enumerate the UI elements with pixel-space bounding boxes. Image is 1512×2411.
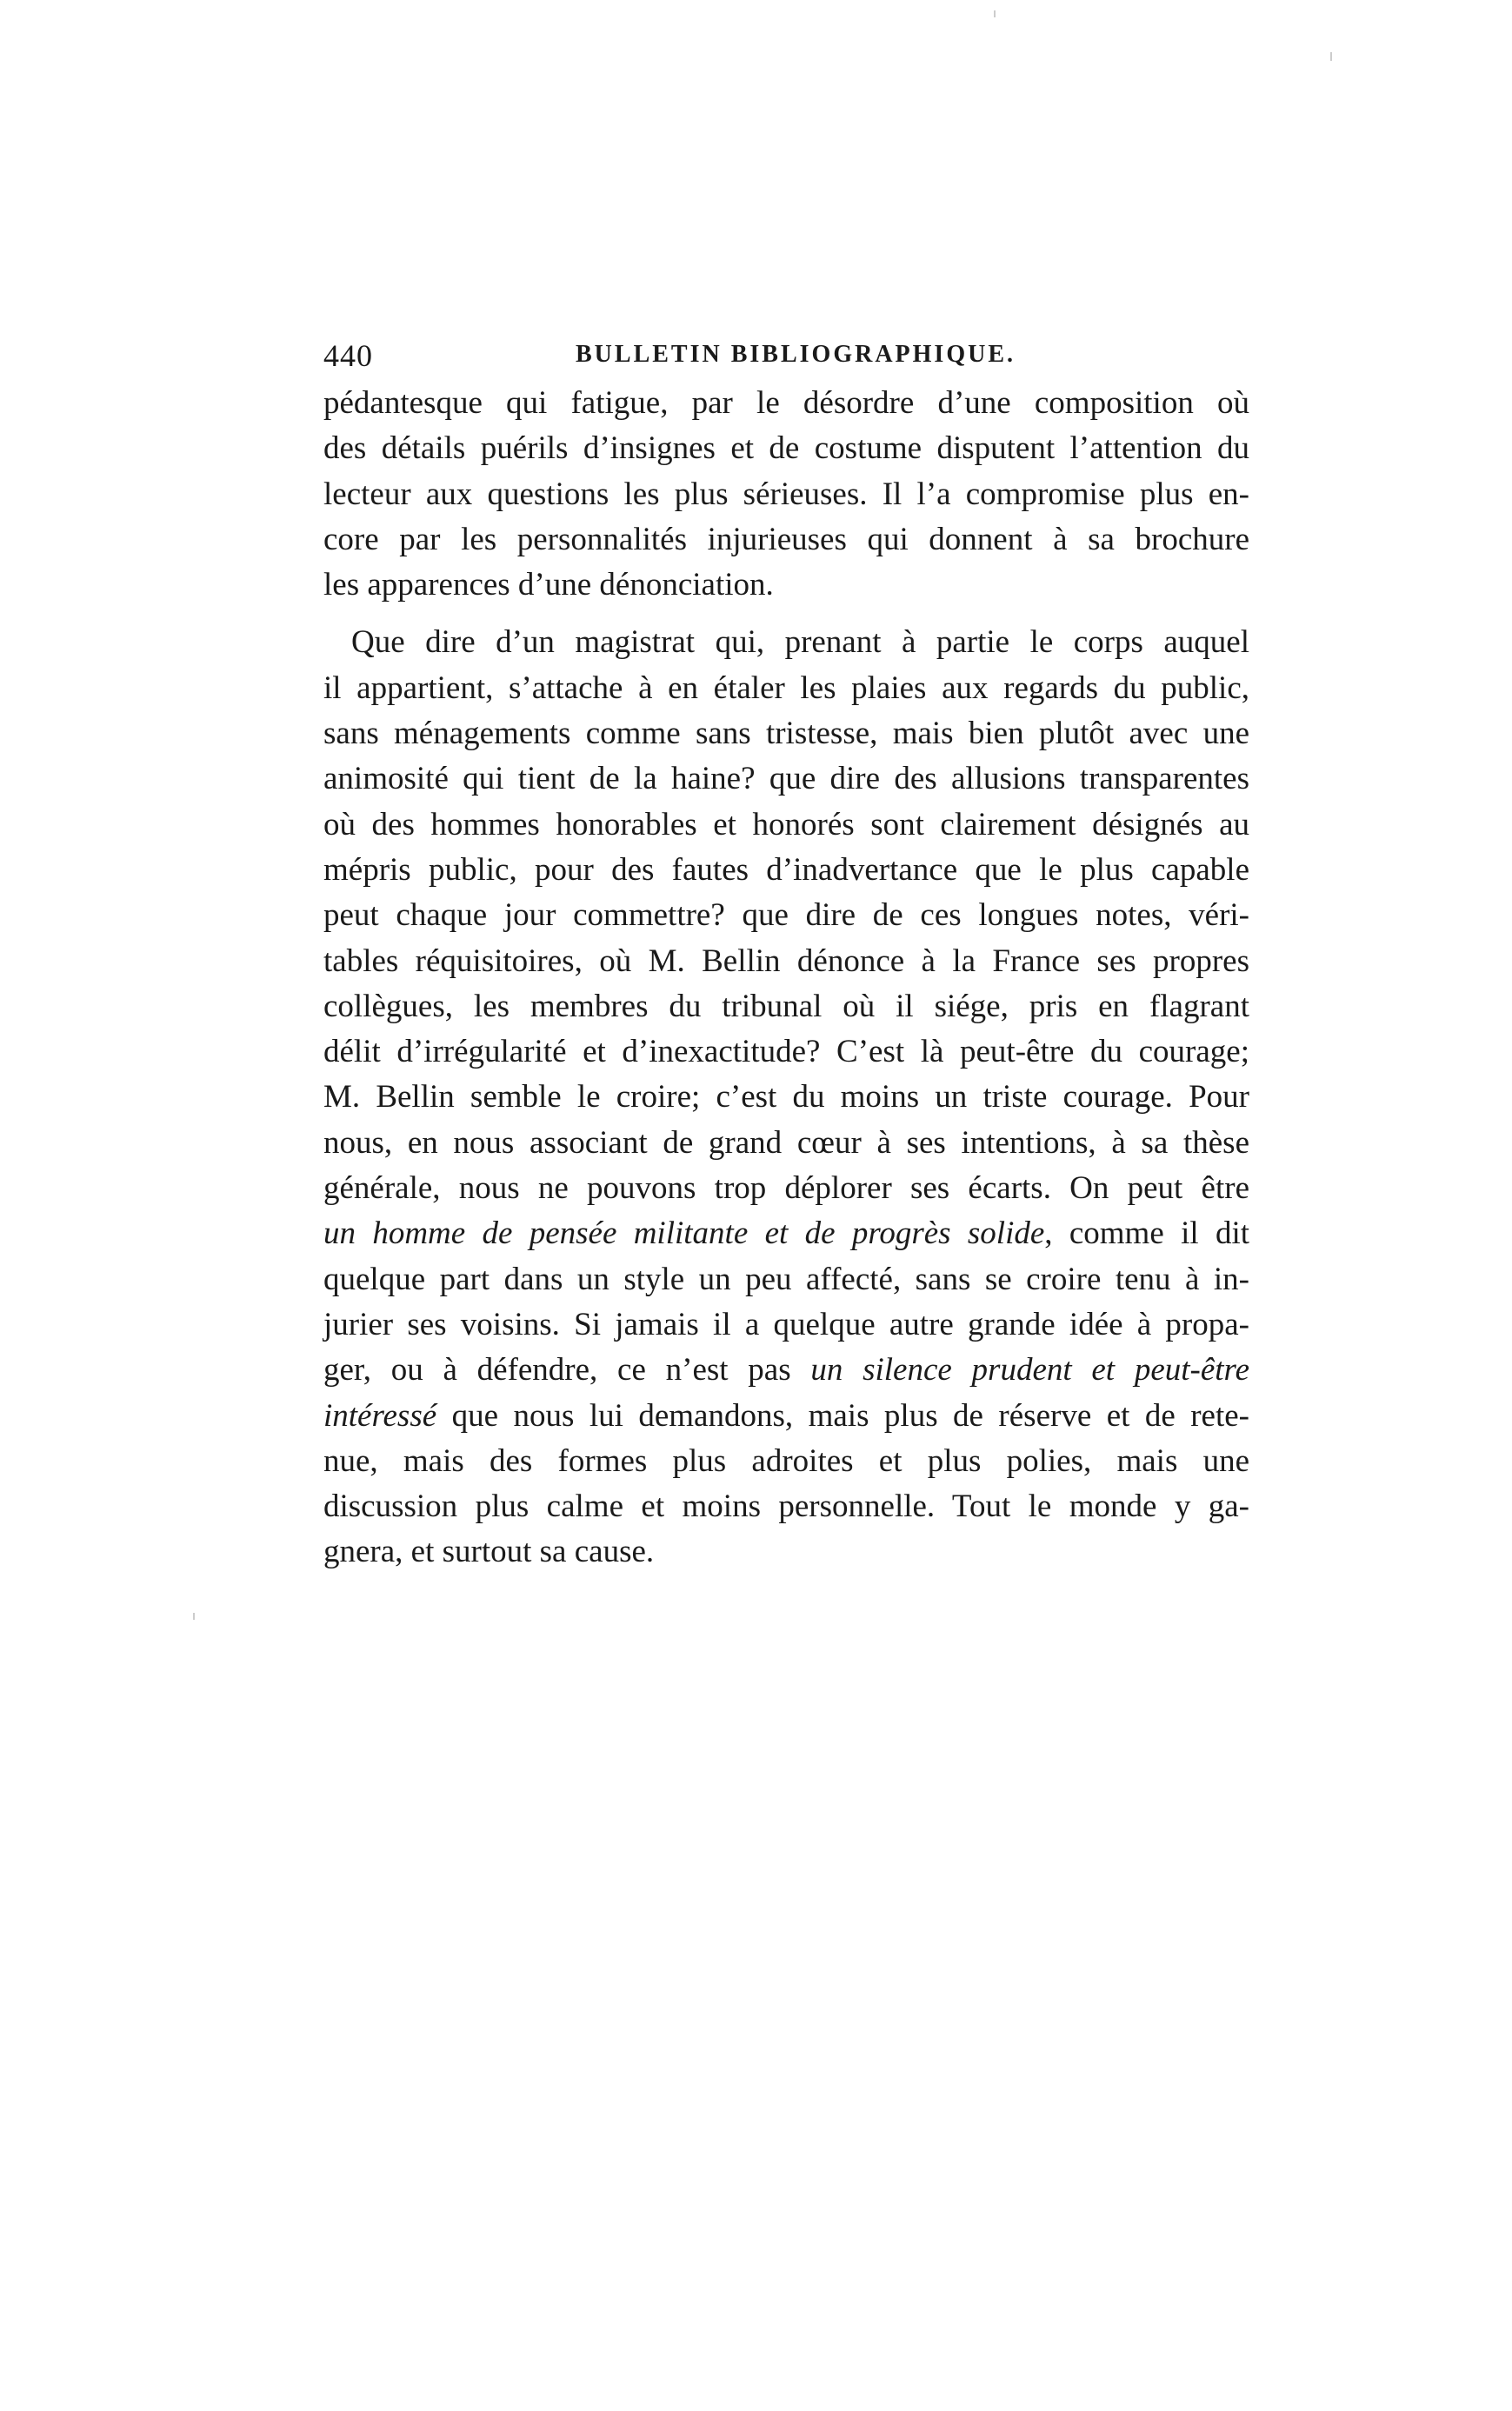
article-body bbox=[323, 381, 1249, 1575]
text-line: générale, nous ne pouvons trop déplorer ses écarts. On peut être bbox=[323, 1170, 1249, 1207]
text-fragment: que nous lui demandons, mais plus de réserve et de rete- bbox=[436, 1397, 1249, 1434]
text-line: mépris public, pour des fautes d’inadvertance que le plus capable bbox=[323, 851, 1249, 888]
text-line: où des hommes honorables et honorés sont clairement désignés au bbox=[323, 806, 1249, 843]
text-line: jurier ses voisins. Si jamais il a quelque autre grande idée à propa- bbox=[323, 1306, 1249, 1342]
text-line: des détails puérils d’insignes et de costume disputent l’attention du bbox=[323, 430, 1249, 467]
text-line: les apparences d’une dénonciation. bbox=[323, 567, 774, 603]
text-line: gnera, et surtout sa cause. bbox=[323, 1534, 655, 1570]
scan-speck bbox=[193, 1613, 195, 1620]
text-line: nue, mais des formes plus adroites et plus polies, mais une bbox=[323, 1442, 1249, 1479]
text-line: sans ménagements comme sans tristesse, mais bien plutôt avec une bbox=[323, 716, 1249, 752]
text-line-mixed bbox=[323, 1348, 1249, 1393]
text-line: animosité qui tient de la haine? que dire des allusions transparentes bbox=[323, 761, 1249, 797]
scan-speck bbox=[1330, 52, 1332, 61]
text-line: Que dire d’un magistrat qui, prenant à partie le corps auquel bbox=[351, 624, 1249, 661]
text-line: pédantesque qui fatigue, par le désordre d’une composition où bbox=[323, 385, 1249, 421]
text-line-mixed bbox=[323, 1394, 1249, 1439]
page-header bbox=[323, 337, 1249, 381]
scan-speck bbox=[994, 10, 996, 17]
paragraph-gap bbox=[323, 608, 1249, 620]
text-line: M. Bellin semble le croire; c’est du moins un triste courage. Pour bbox=[323, 1079, 1249, 1116]
text-line: il appartient, s’attache à en étaler les plaies aux regards du public, bbox=[323, 669, 1249, 706]
italic-phrase: un homme de pensée militante et de progrès solide bbox=[323, 1215, 1045, 1252]
text-line: core par les personnalités injurieuses qui donnent à sa brochure bbox=[323, 521, 1249, 557]
text-fragment: , comme il dit bbox=[1044, 1215, 1250, 1252]
italic-phrase: un silence prudent et peut-être bbox=[810, 1352, 1249, 1389]
running-title: BULLETIN BIBLIOGRAPHIQUE. bbox=[576, 341, 1016, 368]
text-line: collègues, les membres du tribunal où il siége, pris en flagrant bbox=[323, 988, 1249, 1024]
text-line: discussion plus calme et moins personnelle. Tout le monde y ga- bbox=[323, 1489, 1249, 1525]
text-line: tables réquisitoires, où M. Bellin dénonce à la France ses propres bbox=[323, 942, 1249, 979]
page-number: 440 bbox=[323, 338, 373, 373]
text-fragment: ger, ou à défendre, ce n’est pas bbox=[323, 1352, 811, 1389]
text-line: lecteur aux questions les plus sérieuses. Il l’a compromise plus en- bbox=[323, 476, 1249, 512]
text-line: peut chaque jour commettre? que dire de ces longues notes, véri- bbox=[323, 897, 1249, 934]
italic-phrase: intéressé bbox=[323, 1397, 437, 1434]
text-line: délit d’irrégularité et d’inexactitude? C’est là peut-être du courage; bbox=[323, 1034, 1249, 1070]
text-line-mixed bbox=[323, 1211, 1249, 1256]
text-line: nous, en nous associant de grand cœur à ses intentions, à sa thèse bbox=[323, 1124, 1249, 1161]
text-line: quelque part dans un style un peu affecté, sans se croire tenu à in- bbox=[323, 1261, 1249, 1297]
